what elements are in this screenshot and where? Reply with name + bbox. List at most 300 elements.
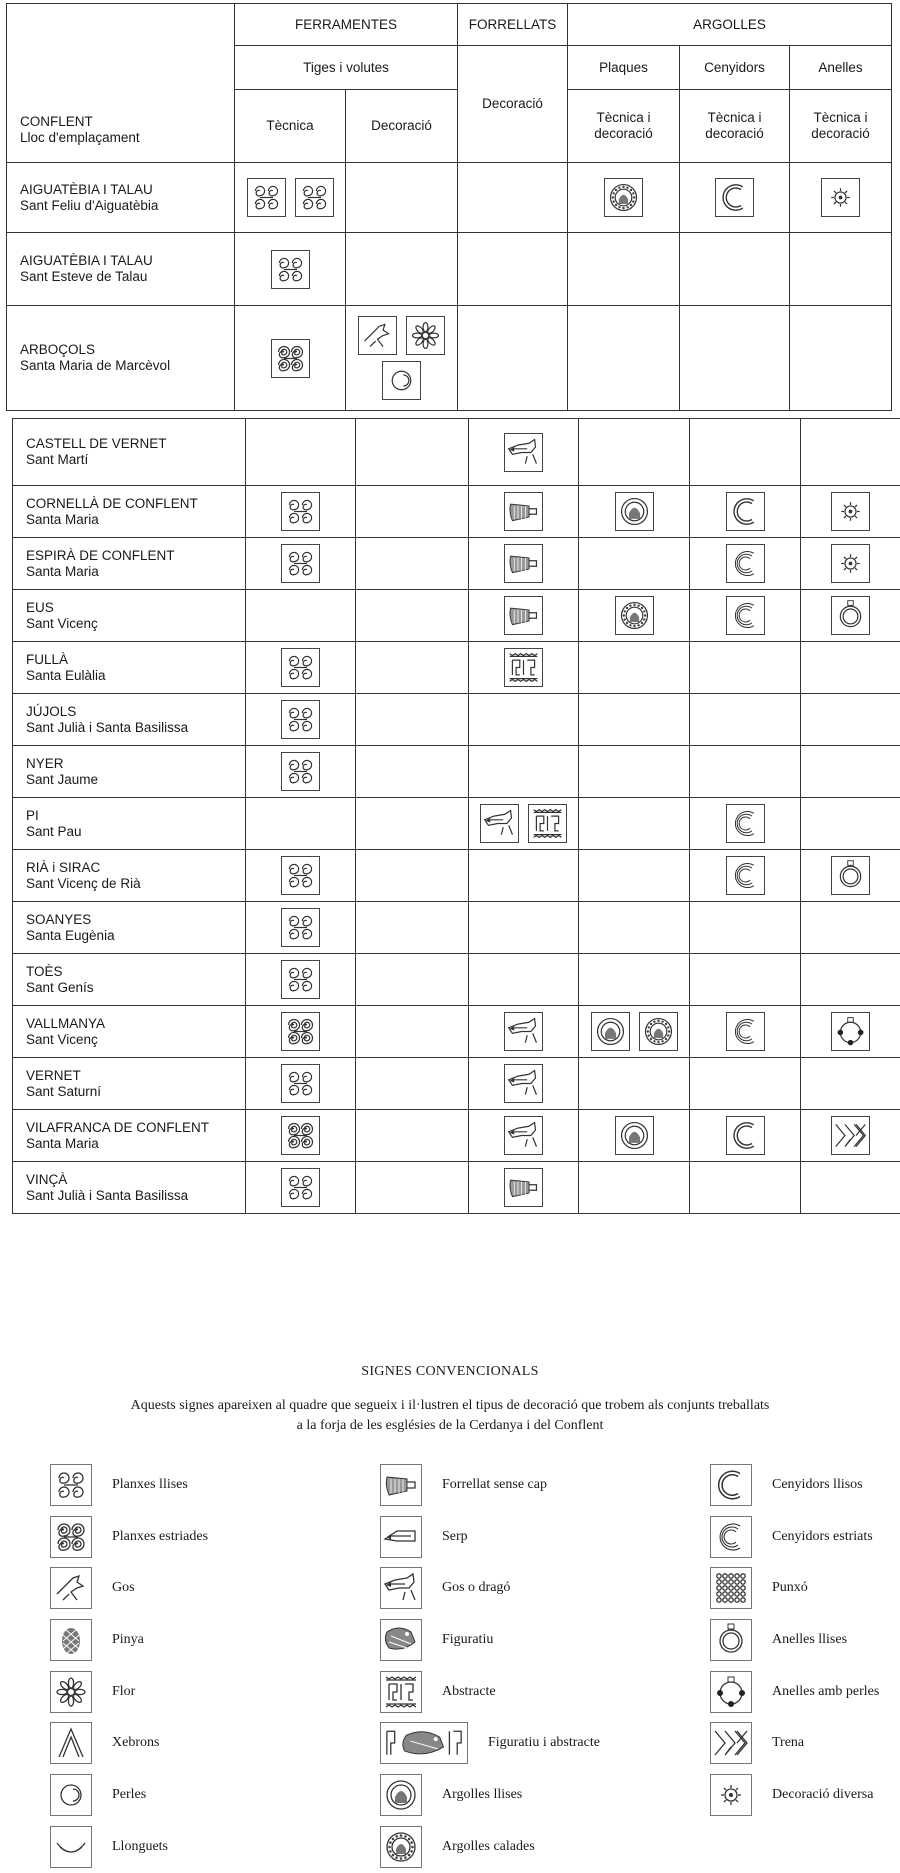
symbol-cell [469,850,579,902]
symbol-cell [690,486,801,538]
symbol-group [246,960,355,999]
location-cell [13,1058,246,1110]
symbol-group [235,339,345,378]
symbol-cell [469,798,579,850]
place-name: ARBOÇOLS [20,342,95,357]
symbol-cell [458,233,568,306]
legend-item [50,1459,208,1511]
argolles-calades-icon [615,596,654,635]
symbol-group [579,492,689,531]
legend-intro-line2: a la forja de les esglésies de la Cerdanya i del Conflent [297,1418,604,1433]
symbol-cell [356,1058,469,1110]
symbol-cell [790,163,892,233]
legend-item [380,1614,600,1666]
region-label: CONFLENT [20,114,93,129]
place-name: PI [26,808,39,823]
symbol-cell [246,850,356,902]
place-name: CASTELL DE VERNET [26,436,167,451]
punxo-icon [710,1567,752,1609]
decoracio-diversa-icon [831,492,870,531]
symbol-group [346,316,457,400]
location-cell [13,746,246,798]
symbol-cell [579,954,690,1006]
symbol-cell [579,746,690,798]
header-cenyidors: Cenyidors [680,46,790,90]
argolles-calades-icon [639,1012,678,1051]
location-cell [13,1110,246,1162]
heraldry-table-bottom [12,418,900,1214]
table-row [13,746,900,798]
symbol-group [246,544,355,583]
symbol-cell [568,163,680,233]
table-row [13,902,900,954]
legend-label: Perles [112,1787,146,1803]
legend-label: Argolles calades [442,1839,535,1855]
legend-label: Gos o dragó [442,1580,510,1596]
cenyidors-estriats-icon [726,804,765,843]
location-cell [13,538,246,590]
legend-label: Cenyidors llisos [772,1477,863,1493]
church-name: Sant Jaume [26,772,98,787]
place-name: VERNET [26,1068,81,1083]
abstracte-icon [528,804,567,843]
symbol-cell [801,954,900,1006]
symbol-cell [469,1006,579,1058]
church-name: Santa Maria [26,1136,99,1151]
header-argolles: ARGOLLES [568,4,892,46]
symbol-cell [246,538,356,590]
symbol-cell [690,419,801,486]
symbol-cell [356,1162,469,1214]
legend-label: Gos [112,1580,135,1596]
legend-label: Serp [442,1529,468,1545]
abstracte-icon [504,648,543,687]
forrellat-sense-cap-icon [504,544,543,583]
symbol-group [680,178,789,217]
argolles-llises-icon [591,1012,630,1051]
legend-label: Figuratiu [442,1632,493,1648]
table-row [7,163,892,233]
legend-intro [60,1396,840,1437]
symbol-group [690,856,800,895]
legend-label: Xebrons [112,1735,159,1751]
legend-item [710,1614,879,1666]
symbol-cell [690,694,801,746]
legend-item [50,1562,208,1614]
cenyidors-llisos-icon [726,1116,765,1155]
symbol-group [568,178,679,217]
symbol-group [469,492,578,531]
gos-o-drago-icon [380,1567,422,1609]
symbol-group [469,1116,578,1155]
church-name: Sant Vicenç [26,1032,98,1047]
place-name: TOÈS [26,964,63,979]
table-row [13,538,900,590]
symbol-cell [356,746,469,798]
symbol-cell [469,1058,579,1110]
symbol-cell [356,1110,469,1162]
cenyidors-estriats-icon [726,1012,765,1051]
location-cell [13,486,246,538]
symbol-cell [579,1162,690,1214]
symbol-cell [801,746,900,798]
symbol-cell [246,1006,356,1058]
symbol-cell [801,850,900,902]
planxes-llises-icon [281,700,320,739]
location-cell [13,850,246,902]
church-name: Sant Saturní [26,1084,101,1099]
symbol-cell [246,486,356,538]
symbol-group [246,1116,355,1155]
figuratiu-icon [380,1619,422,1661]
symbol-cell [801,419,900,486]
symbol-group [469,433,578,472]
table-row [13,419,900,486]
legend-item [710,1769,879,1821]
location-cell [13,642,246,694]
symbol-group [469,648,578,687]
symbol-cell [235,163,346,233]
legend-label: Pinya [112,1632,144,1648]
church-name: Santa Eulàlia [26,668,106,683]
symbol-group [235,250,345,289]
symbol-cell [346,306,458,411]
symbol-cell [356,850,469,902]
argolles-llises-icon [380,1774,422,1816]
place-name: AIGUATÈBIA I TALAU [20,182,153,197]
planxes-llises-icon [271,250,310,289]
church-name: Sant Vicenç [26,616,98,631]
legend-label: Punxó [772,1580,808,1596]
symbol-group [801,1116,900,1155]
table-row [13,486,900,538]
place-name: NYER [26,756,64,771]
symbol-cell [579,902,690,954]
trena-icon [831,1116,870,1155]
symbol-cell [356,902,469,954]
place-name: VINÇÀ [26,1172,67,1187]
symbol-group [801,596,900,635]
planxes-llises-icon [281,752,320,791]
symbol-cell [579,486,690,538]
forrellat-sense-cap-icon [504,492,543,531]
header-plaques: Plaques [568,46,680,90]
symbol-cell [801,590,900,642]
anelles-llises-icon [831,856,870,895]
cenyidors-llisos-icon [726,492,765,531]
planxes-llises-icon [281,1064,320,1103]
symbol-cell [346,233,458,306]
symbol-cell [690,798,801,850]
legend-label: Decoració diversa [772,1787,873,1803]
symbol-cell [235,233,346,306]
symbol-group [469,596,578,635]
place-name: AIGUATÈBIA I TALAU [20,253,153,268]
symbol-cell [469,486,579,538]
symbol-cell [356,1006,469,1058]
planxes-llises-icon [281,960,320,999]
planxes-llises-icon [247,178,286,217]
symbol-cell [579,850,690,902]
symbol-cell [790,306,892,411]
symbol-cell [690,1162,801,1214]
location-cell [13,954,246,1006]
place-name: VILAFRANCA DE CONFLENT [26,1120,209,1135]
forrellat-sense-cap-icon [504,1168,543,1207]
planxes-llises-icon [281,544,320,583]
legend-intro-line1: Aquests signes apareixen al quadre que segueix i il·lustren el tipus de decoració que trobem als conjunts treballats [131,1398,770,1413]
church-name: Sant Julià i Santa Basilissa [26,720,188,735]
legend-item [710,1511,879,1563]
location-cell [7,163,235,233]
symbol-group [246,492,355,531]
argolles-llises-icon [615,492,654,531]
symbol-group [469,1012,578,1051]
gos-o-drago-icon [504,433,543,472]
legend-item [380,1562,600,1614]
corner-header [7,4,235,163]
legend-label: Figuratiu i abstracte [488,1735,600,1751]
decoracio-diversa-icon [821,178,860,217]
symbol-cell [579,1058,690,1110]
symbol-cell [246,954,356,1006]
forrellat-sense-cap-icon [504,596,543,635]
table-row [13,798,900,850]
symbol-cell [469,642,579,694]
gos-o-drago-icon [504,1012,543,1051]
legend-label: Forrellat sense cap [442,1477,547,1493]
symbol-cell [801,694,900,746]
church-name: Sant Vicenç de Rià [26,876,141,891]
pinya-icon [50,1619,92,1661]
symbol-cell [680,306,790,411]
header-cenyidors-td: Tècnica i decoració [680,90,790,163]
symbol-cell [246,1110,356,1162]
figuratiu-i-abstracte-icon [380,1722,468,1764]
argolles-calades-icon [380,1826,422,1868]
symbol-cell [579,538,690,590]
symbol-cell [246,1162,356,1214]
legend-label: Trena [772,1735,804,1751]
anelles-amb-perles-icon [710,1671,752,1713]
cenyidors-llisos-icon [710,1464,752,1506]
anelles-llises-icon [710,1619,752,1661]
planxes-llises-icon [281,856,320,895]
cenyidors-llisos-icon [715,178,754,217]
symbol-group [801,492,900,531]
symbol-cell [469,1110,579,1162]
symbol-cell [568,233,680,306]
place-name: RIÀ i SIRAC [26,860,100,875]
symbol-cell [690,1058,801,1110]
symbol-cell [356,798,469,850]
place-name: FULLÀ [26,652,68,667]
location-cell [7,306,235,411]
symbol-cell [801,642,900,694]
legend-item [380,1666,600,1718]
symbol-cell [801,1058,900,1110]
location-label: Lloc d'emplaçament [20,130,140,145]
symbol-group [690,804,800,843]
planxes-llises-icon [281,648,320,687]
symbol-group [579,596,689,635]
legend-item [710,1562,879,1614]
church-name: Sant Pau [26,824,82,839]
legend-item [380,1511,600,1563]
symbol-group [246,648,355,687]
location-cell [13,694,246,746]
legend-label: Cenyidors estriats [772,1529,873,1545]
forrellat-sense-cap-icon [380,1464,422,1506]
legend-column-1 [50,1459,208,1873]
table-row [13,954,900,1006]
planxes-estriades-icon [281,1116,320,1155]
symbol-group [469,1064,578,1103]
gos-o-drago-icon [504,1116,543,1155]
symbol-cell [469,1162,579,1214]
header-forrellats-decoracio: Decoració [458,46,568,163]
legend-column-2 [380,1459,600,1873]
symbol-cell [246,419,356,486]
symbol-group [690,1116,800,1155]
symbol-cell [579,590,690,642]
symbol-cell [356,486,469,538]
symbol-group [246,908,355,947]
planxes-llises-icon [50,1464,92,1506]
symbol-cell [801,798,900,850]
symbol-cell [801,1006,900,1058]
table-row [13,1162,900,1214]
symbol-cell [568,306,680,411]
symbol-cell [801,902,900,954]
symbol-cell [356,419,469,486]
symbol-group [690,492,800,531]
header-tiges: Tiges i volutes [235,46,458,90]
symbol-cell [801,1162,900,1214]
gos-icon [358,316,397,355]
location-cell [13,590,246,642]
symbol-cell [680,233,790,306]
symbol-cell [469,694,579,746]
header-forrellats: FORRELLATS [458,4,568,46]
legend-label: Llonguets [112,1839,168,1855]
decoracio-diversa-icon [831,544,870,583]
place-name: JÚJOLS [26,704,76,719]
table-row [13,850,900,902]
header-anelles: Anelles [790,46,892,90]
symbol-group [246,1168,355,1207]
symbol-group [579,1012,689,1051]
legend-item [50,1717,208,1769]
gos-o-drago-icon [504,1064,543,1103]
table-row [13,642,900,694]
symbol-cell [690,850,801,902]
legend-label: Anelles llises [772,1632,847,1648]
symbol-group [690,596,800,635]
gos-o-drago-icon [480,804,519,843]
symbol-group [246,752,355,791]
legend-label: Anelles amb perles [772,1684,879,1700]
legend-label: Argolles llises [442,1787,522,1803]
symbol-cell [246,902,356,954]
legend-item [50,1511,208,1563]
symbol-cell [356,694,469,746]
symbol-cell [579,694,690,746]
argolles-llises-icon [615,1116,654,1155]
place-name: SOANYES [26,912,91,927]
legend-column-3 [710,1459,879,1821]
abstracte-icon [380,1671,422,1713]
planxes-estriades-icon [281,1012,320,1051]
perles-icon [382,361,421,400]
legend-item [50,1769,208,1821]
symbol-cell [680,163,790,233]
symbol-cell [469,746,579,798]
symbol-cell [790,233,892,306]
legend-item [50,1821,208,1873]
legend-item [380,1821,600,1873]
table-row [13,1058,900,1110]
symbol-cell [246,1058,356,1110]
place-name: VALLMANYA [26,1016,105,1031]
table-row [7,233,892,306]
planxes-llises-icon [281,492,320,531]
table-row [13,694,900,746]
church-name: Sant Esteve de Talau [20,269,147,284]
symbol-cell [690,590,801,642]
trena-icon [710,1722,752,1764]
symbol-cell [579,419,690,486]
church-name: Santa Maria de Marcèvol [20,358,170,373]
flor-icon [406,316,445,355]
perles-icon [50,1774,92,1816]
table-row [13,1006,900,1058]
legend-item [50,1614,208,1666]
planxes-estriades-icon [50,1516,92,1558]
symbol-cell [690,746,801,798]
place-name: ESPIRÀ DE CONFLENT [26,548,175,563]
location-cell [13,902,246,954]
location-cell [13,419,246,486]
symbol-cell [246,590,356,642]
location-cell [13,798,246,850]
symbol-cell [579,1110,690,1162]
legend-item [710,1459,879,1511]
symbol-group [801,1012,900,1051]
cenyidors-estriats-icon [726,544,765,583]
symbol-cell [458,306,568,411]
symbol-cell [690,902,801,954]
legend-item [380,1769,600,1821]
symbol-cell [246,642,356,694]
header-plaques-td: Tècnica i decoració [568,90,680,163]
symbol-group [246,1064,355,1103]
planxes-llises-icon [295,178,334,217]
legend-item [50,1666,208,1718]
symbol-cell [469,902,579,954]
legend-label: Abstracte [442,1684,496,1700]
symbol-cell [690,538,801,590]
symbol-cell [801,1110,900,1162]
planxes-llises-icon [281,908,320,947]
church-name: Sant Genís [26,980,94,995]
planxes-estriades-icon [271,339,310,378]
legend-item [380,1717,600,1769]
location-cell [7,233,235,306]
symbol-cell [690,1006,801,1058]
church-name: Sant Martí [26,452,88,467]
symbol-cell [469,419,579,486]
